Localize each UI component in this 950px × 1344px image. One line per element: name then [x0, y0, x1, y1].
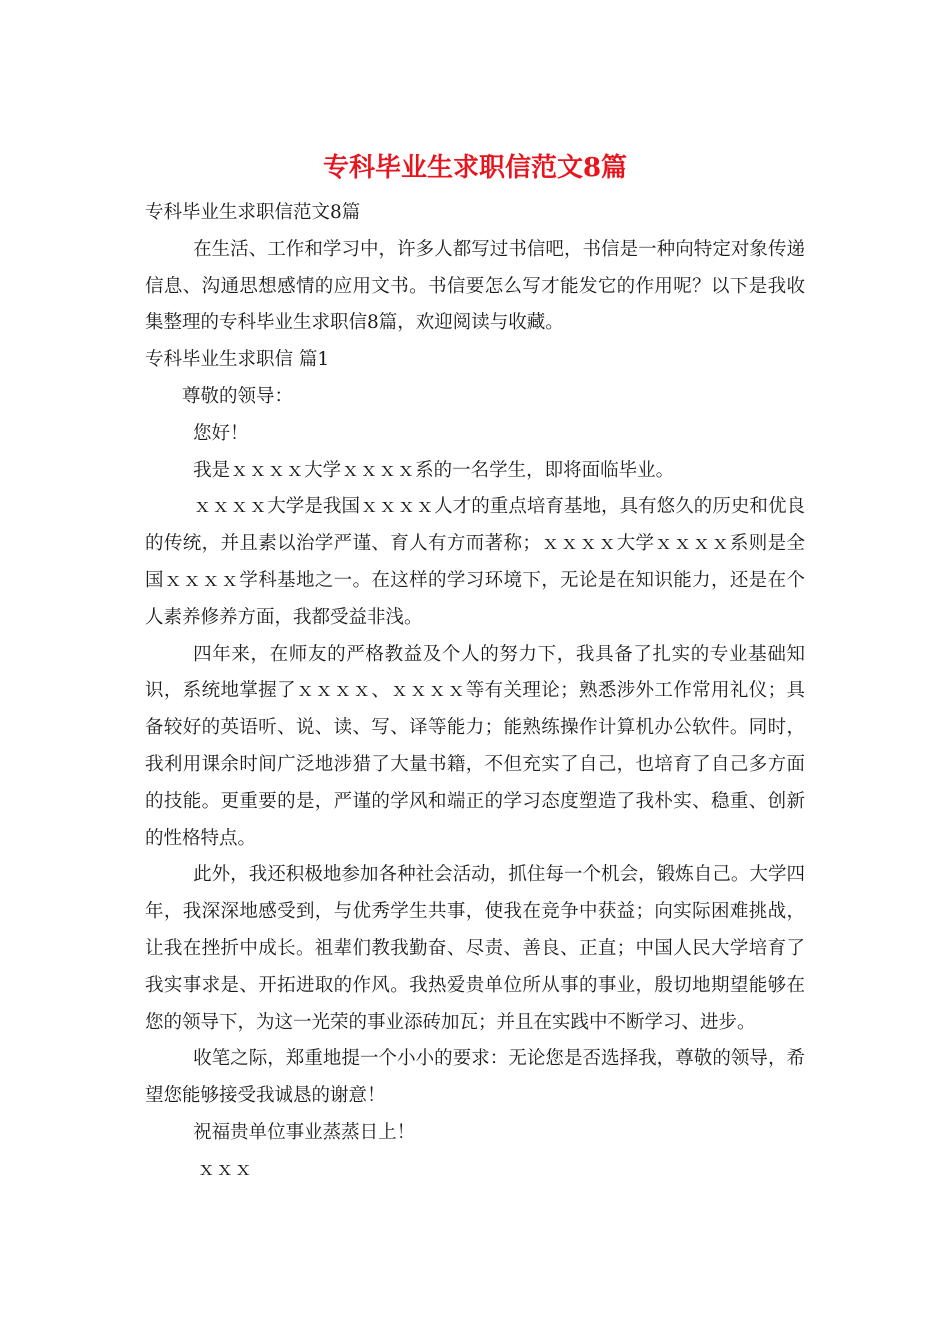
greeting: 您好！ — [193, 422, 249, 444]
intro-paragraph: 在生活、工作和学习中，许多人都写过书信吧，书信是一种向特定对象传递信息、沟通思想感情的应用文书。书信要怎么写才能发它的作用呢？以下是我收集整理的专科毕业生求职信8篇，欢迎阅读与收藏。 — [145, 238, 805, 334]
salutation: 尊敬的领导： — [182, 385, 294, 407]
body-paragraph-1: 我是ｘｘｘｘ大学ｘｘｘｘ系的一名学生，即将面临毕业。 — [193, 459, 675, 481]
document-subtitle: 专科毕业生求职信范文8篇 — [145, 202, 361, 223]
closing-wish: 祝福贵单位事业蒸蒸日上！ — [193, 1121, 416, 1143]
document-body — [145, 195, 805, 1189]
signature: ｘｘｘ — [197, 1158, 253, 1180]
section-heading: 专科毕业生求职信 篇1 — [145, 349, 330, 371]
body-paragraph-4: 此外，我还积极地参加各种社会活动，抓住每一个机会，锻炼自己。大学四年，我深深地感受到，与优秀学生共事，使我在竞争中获益；向实际困难挑战，让我在挫折中成长。祖辈们教我勤奋、尽责、善良、正直；中国人民大学培育了我实事求是、开拓进取的作风。我热爱贵单位所从事的事业，殷切地期望能够在您的领导下，为这一光荣的事业添砖加瓦；并且在实践中不断学习、进步。 — [145, 864, 805, 1033]
body-paragraph-3: 四年来，在师友的严格教益及个人的努力下，我具备了扎实的专业基础知识，系统地掌握了ｘｘｘｘ、ｘｘｘｘ等有关理论；熟悉涉外工作常用礼仪；具备较好的英语听、说、读、写、译等能力；能熟练操作计算机办公软件。同时，我利用课余时间广泛地涉猎了大量书籍，不但充实了自己，也培育了自己多方面的技能。更重要的是，严谨的学风和端正的学习态度塑造了我朴实、稳重、创新的性格特点。 — [145, 643, 805, 849]
body-paragraph-2: ｘｘｘｘ大学是我国ｘｘｘｘ人才的重点培育基地，具有悠久的历史和优良的传统，并且素以治学严谨、育人有方而著称；ｘｘｘｘ大学ｘｘｘｘ系则是全国ｘｘｘｘ学科基地之一。在这样的学习环境下，无论是在知识能力，还是在个人素养修养方面，我都受益非浅。 — [145, 496, 805, 628]
body-paragraph-5: 收笔之际，郑重地提一个小小的要求：无论您是否选择我，尊敬的领导，希望您能够接受我诚恳的谢意！ — [145, 1048, 805, 1107]
document-title: 专科毕业生求职信范文8篇 — [322, 153, 628, 183]
